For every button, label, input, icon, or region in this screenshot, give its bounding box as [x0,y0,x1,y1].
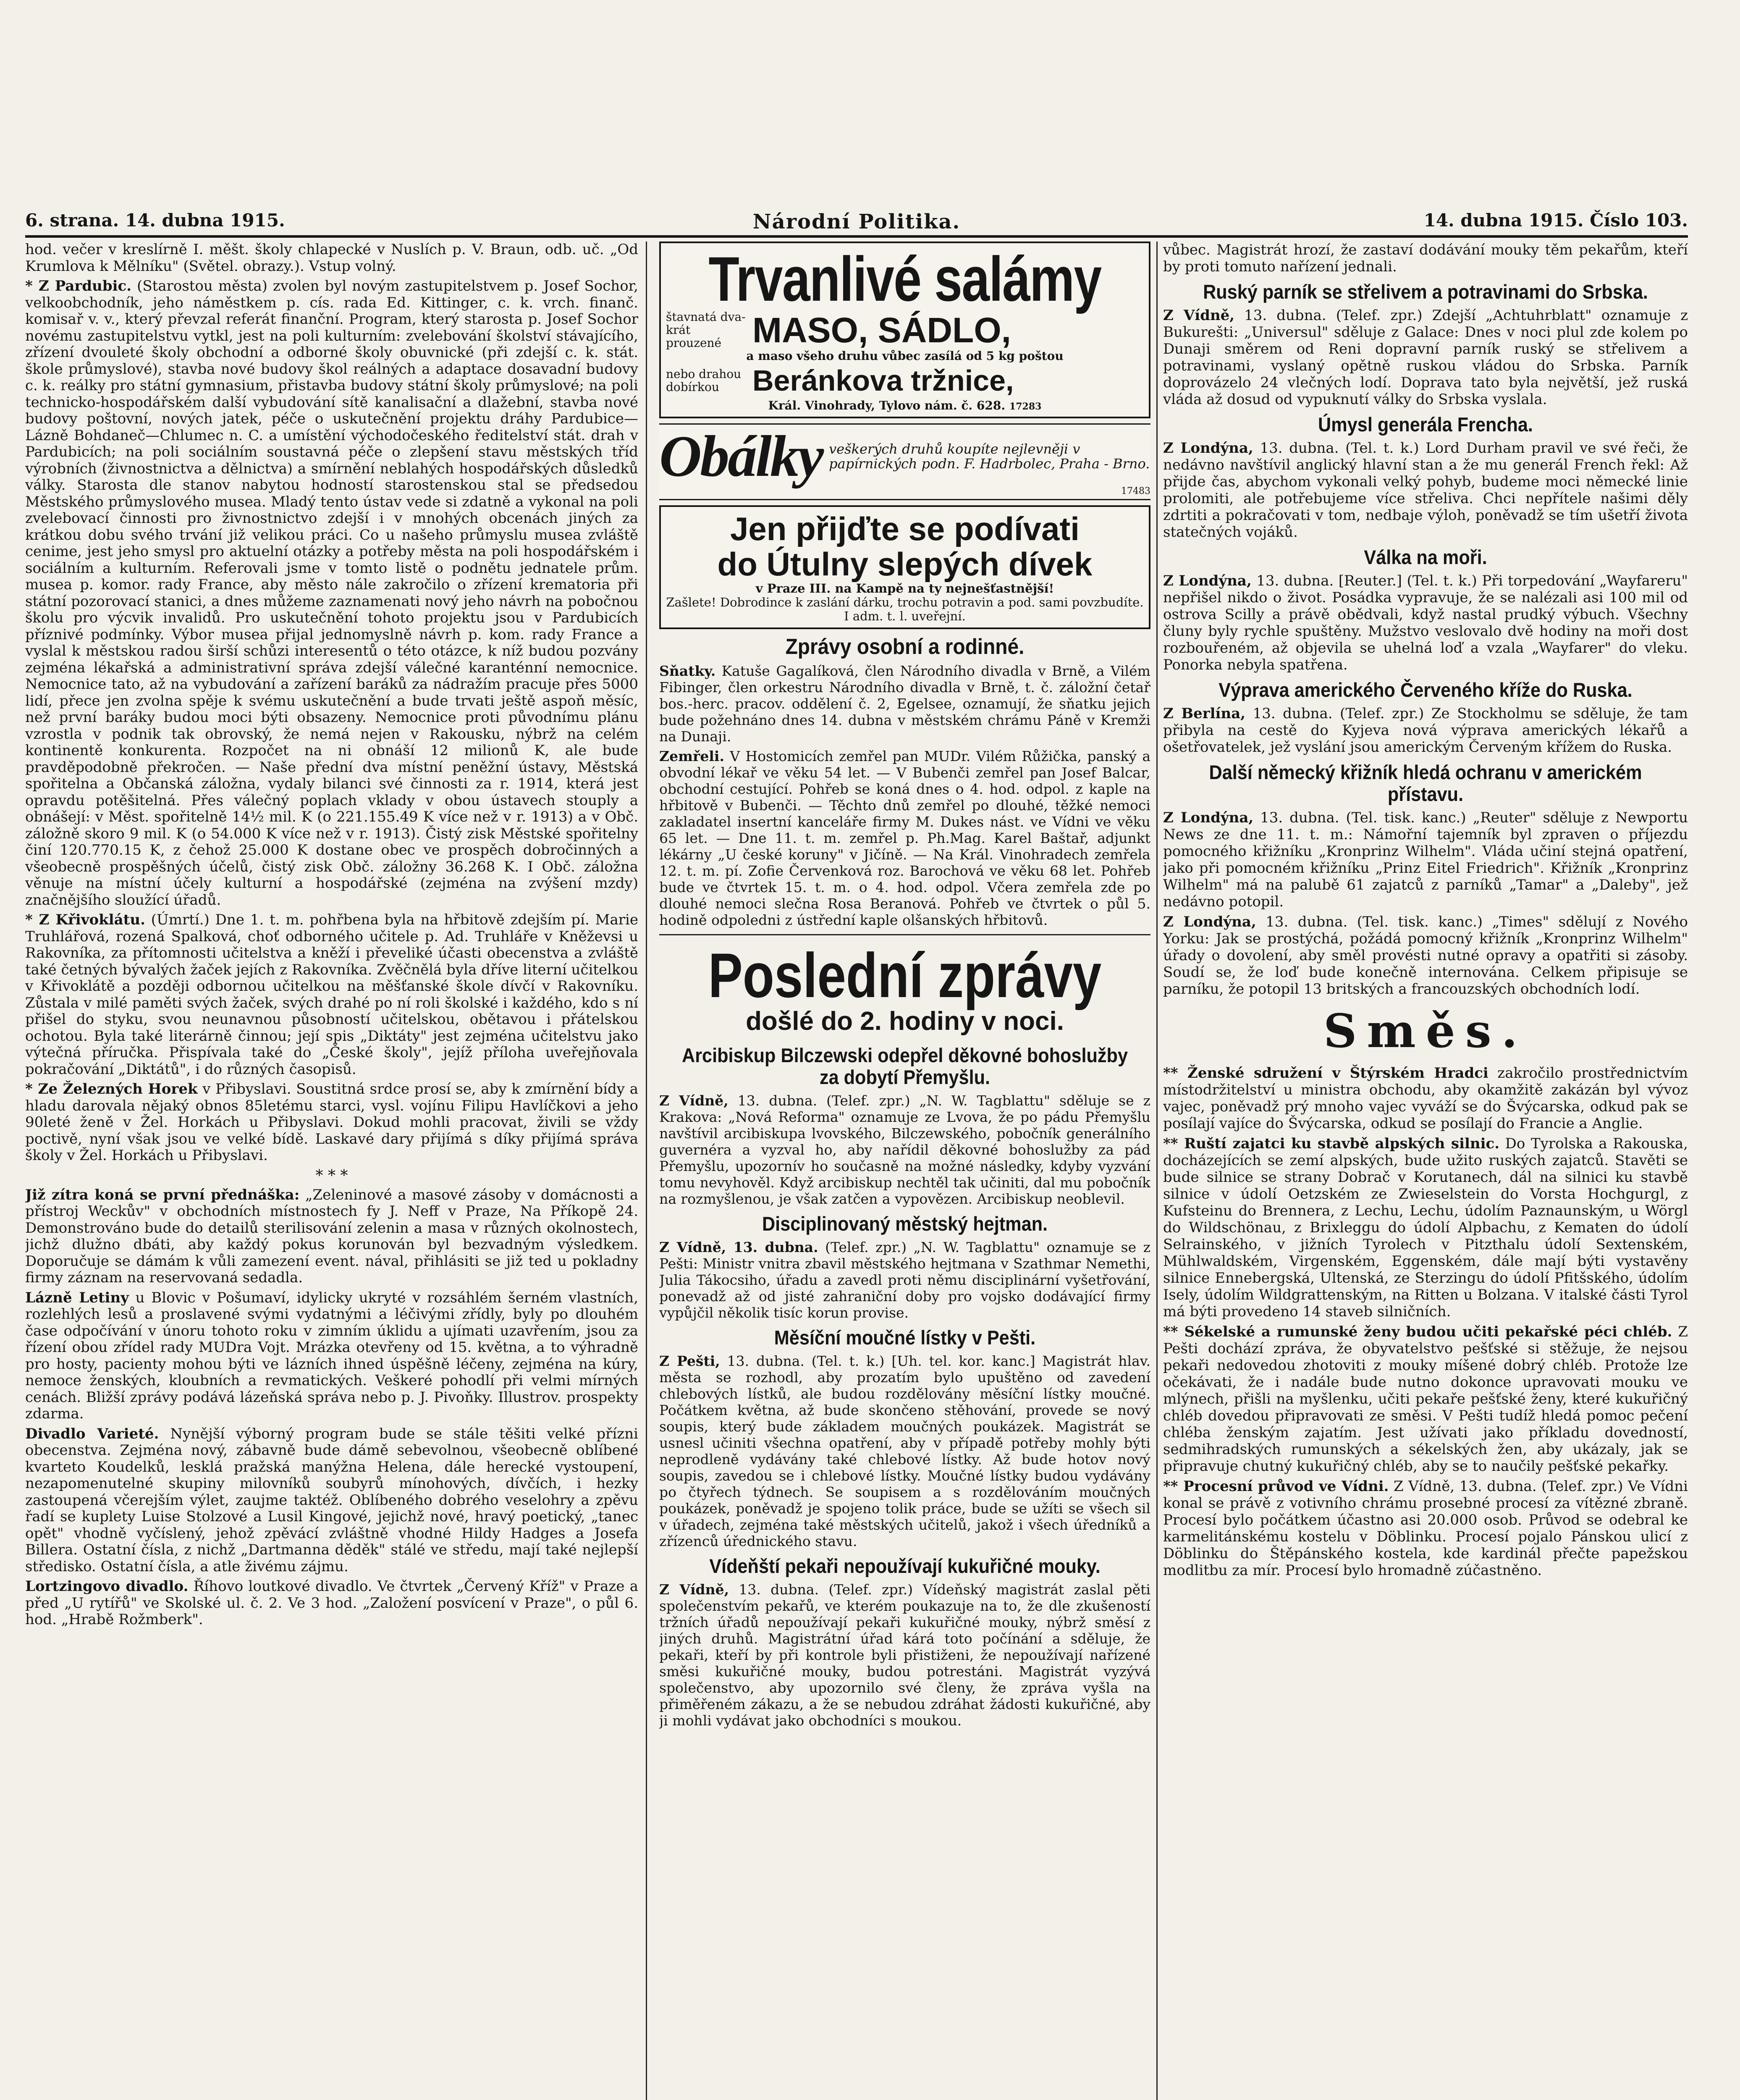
article-lecture-end: hod. večer v kreslírně I. měšt. školy chlapecké v Nuslích p. V. Braun, odb. uč. „Od Krumlova k Mělníku" (Světel. obrazy.). Vstup volný. [25,242,638,275]
article-body: Do Tyrolska a Rakouska, docházejících se zemí alpských, bude užito ruských zajatců. Stavěti se bude silnice se strany Dobrač v Korutanech, dál na silnici ku stavbě silnice v údolí Oetzském ze Zwieselstein do Vorsta Hochgurgl, z Kufsteinu do Brennera, z Lechu, Lechu, údolím Paznaunským, u Wörgl do Wildschönau, z Brixleggu do údolí Alpbachu, z Kematen do údolí Selrainského, v jižních Tyrolech v Pitzthalu údolí Sextenském, Mühlwaldském, Virgenském, Eggenském, dále mají býti vystavěny silnice Ennebergská, Ultenská, ze Sterzingu do údolí Pfitšského, údolím Isely, údolím Wildgrattenským, na Ritten u Bolzana. V italské části Tyrol má býti provedeno 14 staveb silničních. [1163,1135,1688,1320]
article-headline: Disciplinovaný městský hejtman. [762,1213,1048,1235]
article-lead: Z Vídně, 13. dubna. [659,1239,818,1255]
section-separator: * * * [315,1167,348,1184]
article-headline: Měsíční moučné lístky v Pešti. [774,1326,1036,1349]
divider [659,934,1150,935]
article-hejtman [659,1239,1150,1321]
article-lead: Z Vídně, [659,1092,728,1109]
article-cerveny-kriz [1163,705,1688,756]
article-zelezne-horky [25,1081,638,1164]
article-lead: Lázně Letiny [25,1289,129,1306]
article-body: v Přibyslavi. Soustitná srdce prosí se, aby k zmírnění bídy a hladu darovala nějaký obnos 85letému starci, vysl. vojínu Filipu Havlíčkovi a jeho 90leté ženě v Žel. Horkách u Přibyslavi. Dokud mohli pracovat, živili se vždy poctivě, nyní však jsou ve velké bídě. Laskavé dary přijímá s díky přijímá správa školy v Žel. Horkách u Přibyslavi. [25,1081,638,1164]
page-number-date: 6. strana. 14. dubna 1915. [25,210,285,231]
article-bilczewski [659,1092,1150,1207]
ad-title: Trvanlivé salámy [708,244,1101,314]
ad-text: v Praze III. na Kampě na ty nejnešťastnější! [755,581,1054,596]
last-news-subtitle: došlé do 2. hodiny v noci. [746,1007,1064,1036]
article-headline: Válka na moři. [1364,546,1487,568]
article-body: Z Pešti dochází zpráva, že obyvatelstvo pešťské si stěžuje, že nejsou pekaři nedovedou zhotoviti z mouky míšené dobrý chléb. Protože lze očekávati, že i nadále bude nutno dokonce upravovati mouku ve mlýnech, přišli na myšlenku, učiti pekaře pešťské ženy, které kukuřičný chléb dovedou připravovati ze směsi. V Pešti tudíž hledá pomoc pečení chléba ženským zajatím. Jest užívati jako příkladu dovedností, sedmihradských rumunských a sékelských žen, aby ukázaly, jak se připravuje chutný kukuřičný chléb, aby se to naučily pešťské pekařky. [1163,1323,1688,1475]
ad-address: Král. Vinohrady, Tylovo nám. č. 628. [768,399,1006,412]
article-lead: Lortzingovo divadlo. [25,1578,189,1595]
article-moucne-listky [659,1353,1150,1549]
article-headline: Další německý křižník hledá ochranu v americkém přístavu. [1209,761,1642,805]
article-body: 13. dubna. (Tel. t. k.) [Uh. tel. kor. kanc.] Magistrát hlav. města se rozhodl, aby prozatím bylo upuštěno od zavedení chlebových lístků, ale budou rozdělovány měsíční lístky moučné. Počátkem května, až bude skončeno stěhování, provede se nový soupis, který bude základem moučných poukázek. Magistrát se usnesl učiniti všechna opatření, aby v případě potřeby mohly býti neprodleně vydávány také chlebové lístky. Až bude hotov nový soupis, zavedou se i chlebové lístky. Moučné lístky budou vydávány po čtyřech týdnech. Se soupisem a s rozdělováním moučných poukázek, poněvadž je spojeno tolik práce, bude se užíti se všech sil v úřadech, zejména také městských učitelů, jakož i všech úředníků a zřízenců úřednického stavu. [659,1353,1150,1549]
article-varieté [25,1426,638,1575]
article-lead: Z Vídně, [1163,307,1235,324]
article-valka-na-mori [1163,572,1688,673]
column-rule-2 [1156,242,1158,2100]
article-chleb [1163,1323,1688,1475]
article-lead: Z Pešti, [659,1353,720,1369]
article-body: (Úmrtí.) Dne 1. t. m. pohřbena byla na hřbitově zdejším pí. Marie Truhlářová, rozená Spalková, choť odborného učitele p. Ad. Truhláře v Kněževsi u Rakovníka, za přítomnosti učitelstva a kněží i převeliké účasti obecenstva a zvláště také četných bývalých žaček jejích z Rakovníka. Zvěčnělá byla dříve literní učitelkou v Křivoklátě a později odbornou učitelkou na měšťanské škole dívčí v Rakovníku. Zůstala v milé paměti svých žaček, svých drahé po ní roli školské i každého, kdo s ní přišel do styku, svou neunavnou působností učitelskou, obětavou i přátelskou ochotou. Byla také literárně činnou; její spis „Diktáty" jest zejména učitelstvu jako výtečná příručka. Přispívala také do „České školy", jejíž příloha uveřejňovala pokračování „Diktátů", i do různých časopisů. [25,911,638,1078]
article-body: (Starostou města) zvolen byl novým zastupitelstvem p. Josef Sochor, velkoobchodník, jeho náměstkem p. cís. rada Ed. Kittinger, c. k. vrch. finanč. komisař v. v., který převzal referát finanční. Program, který starosta p. Josef Sochor novému zastupitelstvu vytkl, jest na poli kulturním: zvelebování školství stávajícího, zřízení dvouleté školy obchodní a odborné školy obuvnické (při zdejší c. k. stát. škole průmyslové), stavba nové budovy škol reálných a adaptace dosavadní budovy c. k. reálky pro státní gymnasium, přistavba budovy státní školy průmyslové; na poli technicko-hospodářském další vybudování sítě kanalisační a dlažební, stavba nové budovy poštovní, nových jatek, péče o uskutečnění projektu dráhy Pardubice—Lázně Bohdaneč—Chlumec n. C. a umístění východočeského ředitelství stát. drah v Pardubicích; na poli sociálním soustavná péče o zlepšení stavu městských tříd výrobních (živnostnictva a dělnictva) a smírnění neblahých hospodářských důsledků války. Starosta dle stanov nabytou hodností starostenskou stal se předsedou Městského průmyslového musea. Mladý tento ústav vede si zdatně a vykonal na poli zvelebovací činnosti pro živnostnictvo zdejší i v mnohých obcenách jiných za krátkou dobu svého trvání již velikou práci. Co u našeho průmyslu musea zvláště cenime, jest jeho smysl pro aktuelní otázky a potřeby města na poli hospodářském i sociálním a kulturním. Referovali jsme v tomto listě o podnětu jednatele prům. musea p. komor. rady France, aby město nále zakročilo o zřízení krematoria při státní pozorovací stanici, a dnes můžeme zaznamenati nový jeho návrh na pobočnou školu pro výcvik invalidů. Pro uskutečnění tohoto projektu jsou v Pardubicích příznivé podmínky. Výbor musea přijal jednomyslně návrh p. kom. rady France a vyslal k městskou radou širší schůzi interesentů o této otázce, k níž budou pozvány zejména lékařská a administrativní správa zdejší válečné karanténní nemocnice. Nemocnice tato, až na vybudování a zařízení baráků za nádražím pracuje přes 5000 lidí, přece jen zvolna spěje k svému uskutečnění a bude trvati ještě aspoň měsíc, než první baráky budou moci býti obsazeny. Nemocnice proti původnímu plánu vzrostla v podnik tak obrovský, že nemá nejen v Rakousku, nýbrž na celém kontinentě konkurenta. Rozpočet na ni obnáší 12 milionů K, ale bude pravděpodobně překročen. — Naše přední dva místní peněžní ústavy, Městská spořitelna a Občanská záložna, vydaly bilanci své činnosti za r. 1914, která jest opravdu potěšitelná. Přes válečný poplach vklady v obou ústavech stouply a obnášejí: v Měst. spořitelně 14½ mil. K (o 221.155.49 K více než v r. 1913) a v Obč. záložně skoro 9 mil. K (o 54.000 K více než v r. 1913). Čistý zisk Městské spořitelny činí 120.770.15 K, z čehož 25.000 K dostane obec ve prospěch dobročinných a všeobecně prospěšných účelů, čistý zisk Obč. záložny 36.268 K. I Obč. záložna věnuje na místní účely kulturní a hospodářské (zejména na zvýšení mzdy) značnějšího sloužící úřadů. [25,278,638,908]
ad-text: veškerých druhů koupíte nejlevněji v papírnických podn. F. Hadrbolec, Praha - Brno. [829,441,1150,472]
article-lead: Zemřeli. [659,748,724,764]
article-body: zakročilo prostřednictvím místodržitelství u ministra obchodu, aby okamžitě zakázán byl vývoz vajec, poněvadž prý mnoho vajec vyváží se do Švýcarska, odkud pak se posílají vajíce do Švýcarska, odkud se posílají do Francie a Anglie. [1163,1065,1688,1132]
article-krizník-1 [1163,809,1688,910]
masthead-title: Národní Politika. [752,210,961,234]
column-left [25,242,638,2100]
article-lead: ** Ruští zajatci ku stavbě alpských silnic. [1163,1135,1500,1152]
article-body: V Hostomicích zemřel pan MUDr. Vilém Růžička, panský a obvodní lékař ve věku 54 let. — V Bubenči zemřel pan Josef Balcar, obchodní cestující. Pohřeb se koná dnes o 4. hod. odpol. z kaple na hřbitově v Bubenči. — Těchto dnů zemřel po dlouhé, těžké nemoci zakladatel insertní kanceláře firmy M. Dukes nást. ve Vídni ve věku 65 let. — Dne 11. t. m. zemřel p. Ph.Mag. Karel Baštař, adjunkt lékárny „U české koruny" v Jičíně. — Na Král. Vinohradech zemřela 12. t. m. pí. Zofie Červenková roz. Barochová ve věku 68 let. Pohřeb bude ve čtvrtek 15. t. m. o 4. hod. odpol. Včera zemřela zde po dlouhé nemoci slečna Rosa Beranová. Pohřeb ve čtvrtek o půl 5. hodině odpoledni z ústřední kaple olšanských hřbitovů. [659,748,1150,928]
article-body: 13. dubna. (Telef. zpr.) „N. W. Tagblattu" sděluje se z Krakova: „Nová Reforma" oznamuje ze Lvova, že po pádu Přemyšlu navštívil arcibiskupa lvovského, Bilczewského, pobočník generálního guvernéra a vyzval ho, aby nařídil děkovné bohoslužby za pád Přemyšlu, upozornív ho současně na možné následky, kdyby vyzvání tomu nevyhověl. Když arcibiskup nechtěl tak učiniti, dal mu pobočník na rozmyšlenou, je však zatčen a vypovězen. Arcibiskup neoblevil. [659,1092,1150,1207]
article-pardubice [25,278,638,908]
article-body: u Blovic v Pošumaví, idylicky ukryté v rozsáhlém šerném vlastních, rozlehlých lesů a proslavené svými vydatnými a léčivými zřídly, byly po dlouhém čase odpočívání v únoru tohoto roku v zimním úklidu a ujímati uzavřením, jsou za řízení obou zřídel rady MUDra Vojt. Mrázka otevřeny od 15. května, a to výhradně pro hosty, pacienty mohou býti ve lázních ihned úspěšně léčeny, zejména na kúry, nemoce ženských, kloubních a revmatických. Veškeré pohodlí při velmi mírných cenách. Bližší zprávy podává lázeňská správa nebo p. J. Pivoňky. Illustrov. prospekty zdarma. [25,1289,638,1422]
article-zemreli [659,748,1150,928]
ad-text: a maso všeho druhu vůbec zasílá od 5 kg poštou [746,349,1064,363]
article-body: 13. dubna. (Tel. t. k.) Lord Durham pravil ve své řeči, že nedávno navštívil anglický hlavní stan a že mu generál French řekl: Až přijde čas, abychom vykonali velký pohyb, budeme moci německé linie prolomiti, ale potřebujeme více střeliva. Chci nepřítele našimi děly zdrtiti a pokračovati v tom, nedbaje výloh, poněvadž se tím ušetří života statečných vojáků. [1163,440,1688,541]
article-body: 13. dubna. (Telef. zpr.) Ze Stockholmu se sděluje, že tam přibyla na cestě do Kyjeva nová výprava amerických lékařů a ošetřovatelek, jež vyslání jsou americkým Červeným křížem do Ruska. [1163,705,1688,756]
article-body: (Telef. zpr.) „N. W. Tagblattu" oznamuje se z Pešti: Ministr vnitra zbavil městského hejtmana v Szathmar Nemethi, Julia Tákocsiho, úřadu a zavedl proti němu disciplinární vyšetřování, ponevadž až od jisté zahraniční doby pro vojsko dodávající firmy vypůjčil několik tisíc korun provise. [659,1239,1150,1321]
article-lead: Divadlo Varieté. [25,1425,159,1442]
ad-code: 17483 [1121,486,1150,496]
article-lead: Sňatky. [659,663,716,679]
ad-headline: MASO, SÁDLO, [752,310,1012,350]
article-lead: * Ze Železných Horek [25,1081,198,1097]
article-zajatci [1163,1135,1688,1320]
article-lazne [25,1290,638,1423]
article-continuation: vůbec. Magistrát hrozí, že zastaví dodávání mouky těm pekařům, kteří by proti tomuto nařízení jednali. [1163,242,1688,275]
article-lead: * Z Křivoklátu. [25,911,145,928]
ad-text: štavnatá dva-krát prouzené [666,310,746,350]
column-right [1163,242,1688,2100]
page-header [25,210,1688,238]
ad-text: Zašlete! Dobrodince k zaslání dárku, trochu potravin a pod. sami povzbudíte. I adm. t. l. uveřejní. [666,595,1144,623]
article-headline: Arcibiskup Bilczewski odepřel děkovné bohoslužby za dobytí Přemyšlu. [681,1044,1128,1088]
article-headline: Výprava amerického Červeného kříže do Ruska. [1219,679,1633,701]
article-pekari [659,1581,1150,1729]
section-heading-smes: Směs. [1323,1004,1528,1058]
column-rule-1 [646,242,647,2100]
article-lead: ** Procesní průvod ve Vídni. [1163,1478,1389,1495]
article-body: 13. dubna. (Tel. tisk. kanc.) „Reuter" sděluje z Newportu News ze dne 11. t. m.: Námořní tajemník byl zpraven o příjezdu pomocného křižníku „Kronprinz Wilhelm". Vláda učiní stejná opatření, jako při pomocném křižníku „Prinz Eitel Friedrich". Křižník „Kronprinz Wilhelm" má na palubě 61 zajatců z parníků „Tamar" a „Daleby", jež nedávno potopil. [1163,809,1688,910]
ad-title: Obálky [659,424,823,489]
section-heading: Zprávy osobní a rodinné. [785,635,1025,659]
article-lead: ** Ženské sdružení v Štýrském Hradci [1163,1065,1488,1082]
article-krizník-2 [1163,914,1688,998]
article-lead: Z Londýna, [1163,809,1254,826]
article-krivoklat [25,912,638,1078]
article-lead: Již zítra koná se první přednáška: [25,1186,300,1203]
article-body: Katuše Gagalíková, člen Národního divadla v Brně, a Vilém Fibinger, člen orkestru Národního divadla v Brně, t. č. záložní četař bos.-herc. pracov. oddělení č. 2, Egelsee, oznamují, že sňatku jejich bude požehnáno dnes 14. dubna v městském chrámu Páně v Kremži na Dunaji. [659,663,1150,745]
column-middle [659,242,1150,2100]
article-lead: Z Londýna, [1163,440,1253,457]
article-lead: * Z Pardubic. [25,278,132,294]
article-lead: Z Londýna, [1163,572,1252,589]
article-french [1163,440,1688,541]
article-loutkove-divadlo [25,1578,638,1628]
article-body: „Zeleninové a masové zásoby v domácnosti a přístroj Weckův" v obchodních místnostech fy J. Neff v Praze, Na Příkopě 24. Demonstrováno bude do detailů sterilisování zelenin a masa v různých okolnostech, jichž dlužno dbáti, aby každý pokus korunován byl bezvadným výsledkem. Doporučuje se dámám k vůli zamezení event. nával, přihlásiti se již ted u pokladny firmy záznam na reservovaná sedadla. [25,1186,638,1286]
article-body: 13. dubna. [Reuter.] (Tel. t. k.) Při torpedování „Wayfareru" nepřišel nikdo o život. Posádka vypravuje, že se nalézali asi 100 mil od ostrova Scilly a právě obědvali, když nastal prudký výbuch. Všechny čluny byly rychle spuštěny. Mužstvo veslovalo dvě hodiny na moři dost rozbouřeném, až objevila se uhelná loď a vzala „Wayfarer" do vleku. Ponorka nebyla spatřena. [1163,572,1688,673]
article-body: Nynější výborný program bude se stále těšiti velké přízni obecenstva. Zejména nový, zábavně bude dámě sebevolnou, všeobecně oblíbené kvarteto Koudelků, lesklá pražská manýžna Helena, dále herecké vystoupení, nezapomenutelné skupiny milovníků soubyrů mínohových, dívčích, i hezky zastoupená včerejším výlet, zaujme taktéž. Oblíbeného dobrého veselohry a zpěvu řadí se kuplety Luise Stolzové a Lusil Kingové, jejichž nové, hravý poetický, „tanec opět" vhodně vyčíslený, jehož zpěvácí zvláštně vhodné Hildy Hadges a Josefa Billera. Ostatní čísla, z nichž „Dartmanna děděk" stálé ve středu, mají také nejlepší středisko. Ostatní čísla, a atle živému zájmu. [25,1425,638,1575]
article-rusky-parnik [1163,307,1688,408]
article-lead: Z Berlína, [1163,705,1246,722]
issue-date-number: 14. dubna 1915. Číslo 103. [1423,210,1688,231]
article-lead: Z Vídně, [659,1581,729,1598]
advertisement-salamy [659,242,1150,418]
advertisement-obalky [659,423,1150,500]
last-news-title: Poslední zprávy [708,940,1102,1011]
article-lead: Z Londýna, [1163,914,1256,930]
advertisement-utulna [659,505,1150,629]
article-headline: Vídeňští pekaři nepoužívají kukuřičné mouky. [709,1555,1101,1577]
article-body: Z Vídně, 13. dubna. (Telef. zpr.) Ve Vídni konal se právě z votivního chrámu prosebné procesí za vítězné zbraně. Procesí bylo počátkem účastno asi 20.000 osob. Průvod se odebral ke karmelitánskému kostelu v Döblinku. Procesí pojalo Pánskou ulicí z Döblinku do Štěpánského kostela, kde kardinál přečte papežskou modlitbu za mír. Procesí bylo hromadně zúčastněno. [1163,1478,1688,1579]
article-headline: Úmysl generála Frencha. [1318,413,1533,436]
ad-headline: do Útulny slepých dívek [717,546,1093,583]
article-body: 13. dubna. (Telef. zpr.) Vídeňský magistrát zaslal pěti společenstvím pekařů, ve kterém poukazuje na to, že dle zkušeností tržních úřadů nepoužívají pekaři kukuřičné mouky, nýbrž směsí z jiných druhů. Magistrátní úřad kárá toto počínání a sděluje, že pekaři, kteří by při kontrole byli přistiženi, že nepoužívají nařízené směsi kukuřičné mouky, budou potrestáni. Magistrát vyzývá společenstvo, aby upozornilo své členy, že zpráva vyšla na přiměřeném zákazu, a že se nebudou zdráhat žádosti kukuřičné, aby ji mohli vydávat jako obchodníci s moukou. [659,1581,1150,1729]
article-body: 13. dubna. (Telef. zpr.) Zdejší „Achtuhrblatt" oznamuje z Bukurešti: „Universul" sděluje z Galace: Dnes v noci plul zde kolem po Dunaji směrem od Reni dopravní parník ruský se střelivem a potravinami, vyslaný opětně ruskou vládou do Srbska. Parník doprovázelo 24 vlečných lodí. Doprava tato byla největší, jež ruská vláda až dosud od vypuknutí války do Srbska vyslala. [1163,307,1688,408]
article-body: 13. dubna. (Tel. tisk. kanc.) „Times" sdělují z Nového Yorku: Jak se prostýchá, požádá pomocný křižník „Kronprinz Wilhelm" úřady o dovolení, aby směl provésti nutné opravy a opatřiti si zásoby. Soudí se, že loď bude konečně internována. Celkem připisuje se parníku, že potopil 13 britských a francouzských obchodních lodí. [1163,914,1688,998]
article-lead: ** Sékelské a rumunské ženy budou učiti pekařské péci chléb. [1163,1323,1672,1340]
article-lecture [25,1187,638,1286]
article-snatky [659,663,1150,745]
article-body: Říhovo loutkové divadlo. Ve čtvrtek „Červený Kříž" v Praze a před „U rytířů" ve Skolské ul. č. 2. Ve 3 hod. „Založení posvícení v Praze", o půl 6. hod. „Hrabě Rožmberk". [25,1578,638,1628]
article-procesi [1163,1478,1688,1579]
ad-headline: Beránkova tržnice, [752,364,1014,397]
article-headline: Ruský parník se střelivem a potravinami do Srbska. [1203,281,1648,303]
ad-code: 17283 [1009,401,1042,412]
ad-text: nebo drahou dobírkou [666,367,742,394]
article-zenske-sdruzeni [1163,1065,1688,1132]
ad-headline: Jen přijďte se podívati [730,510,1080,547]
